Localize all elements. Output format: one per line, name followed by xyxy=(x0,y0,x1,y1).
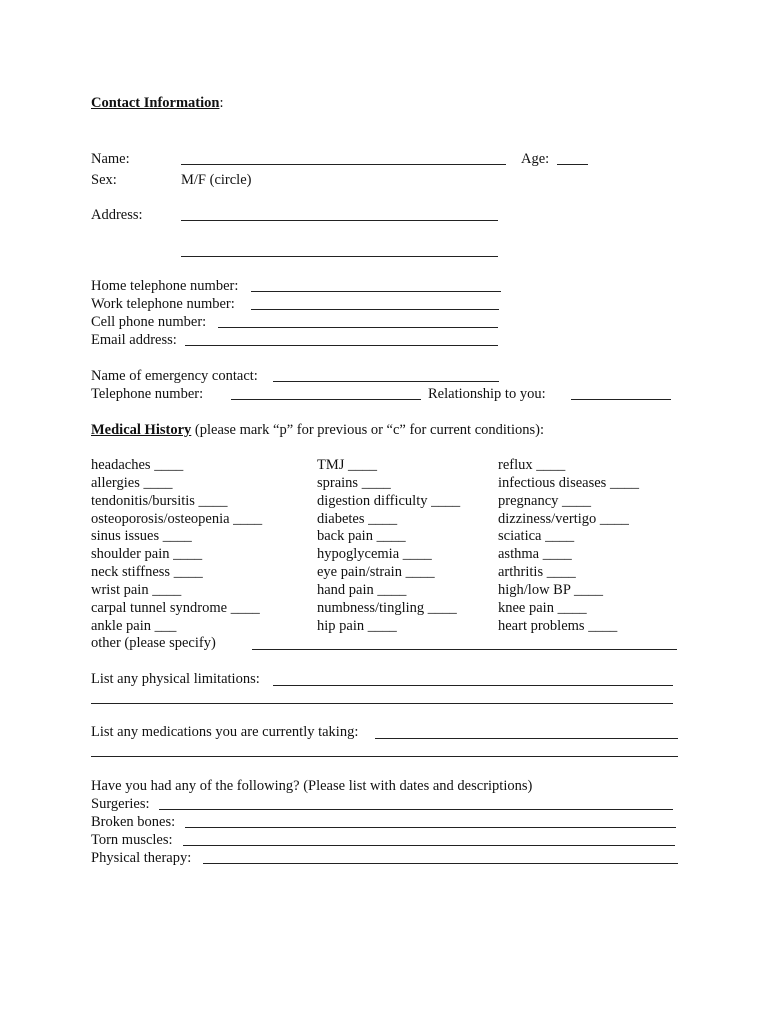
limitations-label: List any physical limitations: xyxy=(91,671,260,687)
email-field[interactable] xyxy=(185,345,498,346)
contact-heading-text: Contact Information xyxy=(91,95,220,111)
medications-label: List any medications you are currently taking: xyxy=(91,724,359,740)
broken-bones-label: Broken bones: xyxy=(91,814,176,830)
cell-phone-label: Cell phone number: xyxy=(91,314,207,330)
condition-tendonitis[interactable]: tendonitis/bursitis ____ xyxy=(91,493,228,509)
surgeries-label: Surgeries: xyxy=(91,796,150,812)
other-conditions-label: other (please specify) xyxy=(91,635,216,651)
condition-ankle-pain[interactable]: ankle pain ___ xyxy=(91,618,177,634)
medical-history-heading xyxy=(91,421,544,439)
condition-digestion[interactable]: digestion difficulty ____ xyxy=(317,493,461,509)
emergency-phone-field[interactable] xyxy=(231,399,421,400)
condition-hip-pain[interactable]: hip pain ____ xyxy=(317,618,397,634)
emergency-contact-label: Name of emergency contact: xyxy=(91,368,258,384)
condition-neck-stiffness[interactable]: neck stiffness ____ xyxy=(91,564,203,580)
name-field[interactable] xyxy=(181,164,506,165)
condition-tmj[interactable]: TMJ ____ xyxy=(317,457,378,473)
address-field-line2[interactable] xyxy=(181,256,498,257)
condition-shoulder-pain[interactable]: shoulder pain ____ xyxy=(91,546,203,562)
condition-infectious[interactable]: infectious diseases ____ xyxy=(498,475,639,491)
condition-knee-pain[interactable]: knee pain ____ xyxy=(498,600,587,616)
sex-label: Sex: xyxy=(91,172,117,188)
condition-eye-pain[interactable]: eye pain/strain ____ xyxy=(317,564,435,580)
condition-wrist-pain[interactable]: wrist pain ____ xyxy=(91,582,182,598)
condition-hypoglycemia[interactable]: hypoglycemia ____ xyxy=(317,546,432,562)
condition-pregnancy[interactable]: pregnancy ____ xyxy=(498,493,592,509)
medical-history-instructions: (please mark “p” for previous or “c” for current conditions): xyxy=(191,422,544,438)
condition-sprains[interactable]: sprains ____ xyxy=(317,475,391,491)
emergency-phone-label: Telephone number: xyxy=(91,386,204,402)
address-label: Address: xyxy=(91,207,143,223)
condition-hand-pain[interactable]: hand pain ____ xyxy=(317,582,407,598)
condition-numbness[interactable]: numbness/tingling ____ xyxy=(317,600,457,616)
medications-field-line2[interactable] xyxy=(91,756,678,757)
emergency-contact-field[interactable] xyxy=(273,381,499,382)
condition-sciatica[interactable]: sciatica ____ xyxy=(498,528,575,544)
age-label: Age: xyxy=(521,151,550,167)
name-label: Name: xyxy=(91,151,130,167)
home-phone-field[interactable] xyxy=(251,291,501,292)
condition-reflux[interactable]: reflux ____ xyxy=(498,457,566,473)
condition-allergies[interactable]: allergies ____ xyxy=(91,475,173,491)
condition-back-pain[interactable]: back pain ____ xyxy=(317,528,406,544)
home-phone-label: Home telephone number: xyxy=(91,278,239,294)
condition-arthritis[interactable]: arthritis ____ xyxy=(498,564,576,580)
condition-sinus[interactable]: sinus issues ____ xyxy=(91,528,192,544)
condition-osteoporosis[interactable]: osteoporosis/osteopenia ____ xyxy=(91,511,263,527)
medications-field-line1[interactable] xyxy=(375,738,678,739)
physical-therapy-field[interactable] xyxy=(203,863,678,864)
cell-phone-field[interactable] xyxy=(218,327,498,328)
condition-carpal-tunnel[interactable]: carpal tunnel syndrome ____ xyxy=(91,600,260,616)
limitations-field-line1[interactable] xyxy=(273,685,673,686)
physical-therapy-label: Physical therapy: xyxy=(91,850,192,866)
limitations-field-line2[interactable] xyxy=(91,703,673,704)
age-field[interactable] xyxy=(557,164,588,165)
condition-diabetes[interactable]: diabetes ____ xyxy=(317,511,398,527)
torn-muscles-label: Torn muscles: xyxy=(91,832,173,848)
address-field-line1[interactable] xyxy=(181,220,498,221)
condition-blood-pressure[interactable]: high/low BP ____ xyxy=(498,582,604,598)
condition-dizziness[interactable]: dizziness/vertigo ____ xyxy=(498,511,629,527)
relationship-field[interactable] xyxy=(571,399,671,400)
contact-heading-colon: : xyxy=(219,95,224,111)
medical-history-title: Medical History xyxy=(91,422,192,438)
condition-headaches[interactable]: headaches ____ xyxy=(91,457,184,473)
contact-heading xyxy=(91,94,224,112)
broken-bones-field[interactable] xyxy=(185,827,676,828)
surgeries-field[interactable] xyxy=(159,809,673,810)
other-conditions-field[interactable] xyxy=(252,649,677,650)
work-phone-field[interactable] xyxy=(251,309,499,310)
condition-asthma[interactable]: asthma ____ xyxy=(498,546,572,562)
work-phone-label: Work telephone number: xyxy=(91,296,235,312)
torn-muscles-field[interactable] xyxy=(183,845,675,846)
sex-options[interactable]: M/F (circle) xyxy=(181,172,252,188)
email-label: Email address: xyxy=(91,332,177,348)
history-question: Have you had any of the following? (Please list with dates and descriptions) xyxy=(91,778,533,794)
relationship-label: Relationship to you: xyxy=(428,386,546,402)
condition-heart-problems[interactable]: heart problems ____ xyxy=(498,618,618,634)
